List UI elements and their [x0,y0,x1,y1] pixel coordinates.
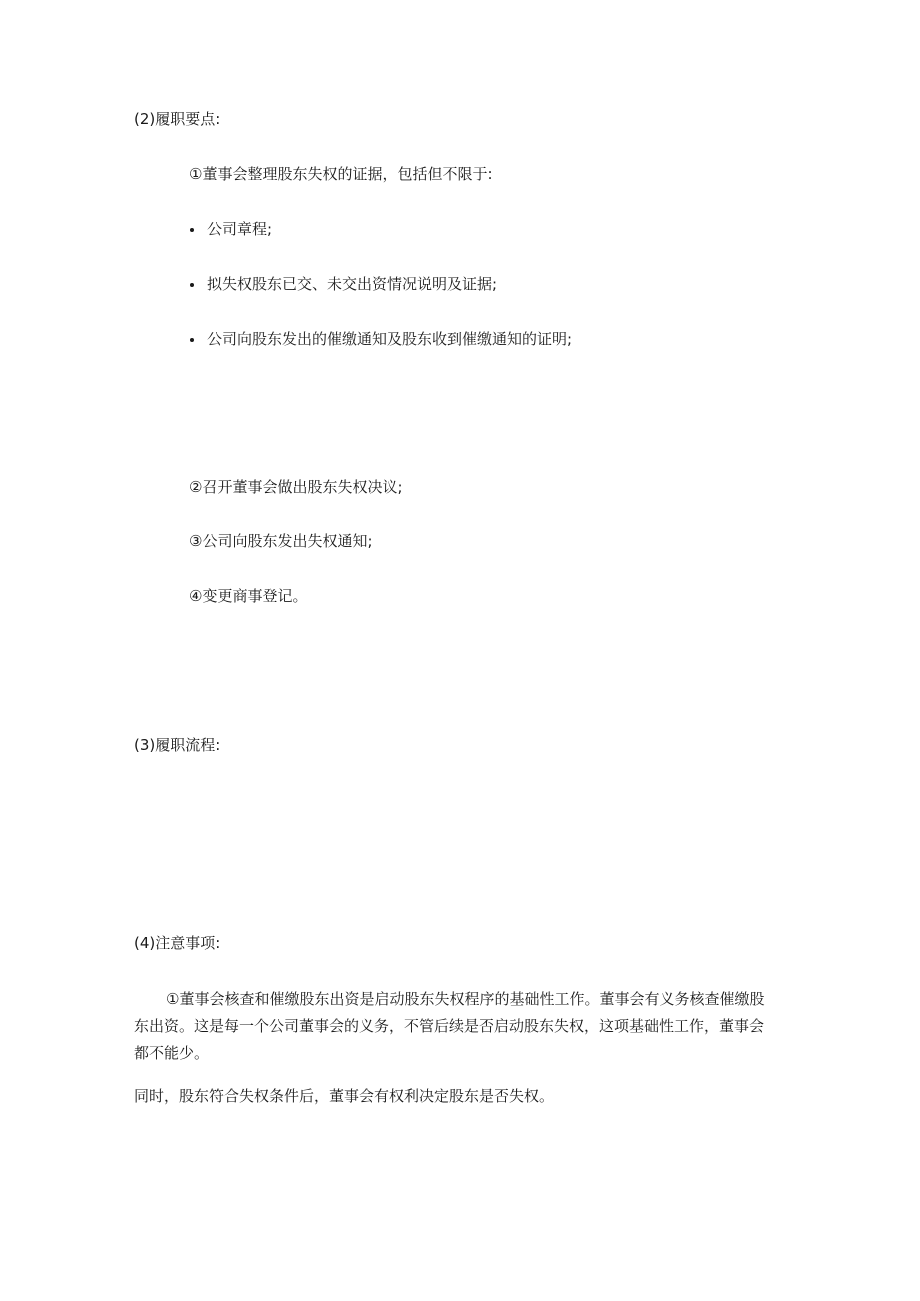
paragraph-line: 东出资。这是每一个公司董事会的义务，不管后续是否启动股东失权，这项基础性工作，董事会 [134,1017,765,1035]
section2-point3: ③公司向股东发出失权通知; [189,532,373,550]
paragraph-line: 都不能少。 [134,1044,210,1062]
section2-point1: ①董事会整理股东失权的证据，包括但不限于: [189,165,493,183]
list-item-text: 公司向股东发出的催缴通知及股东收到催缴通知的证明; [207,330,573,348]
list-item-text: 拟失权股东已交、未交出资情况说明及证据; [207,275,498,293]
section3-heading: (3)履职流程: [134,736,221,754]
section4-paragraph2: 同时，股东符合失权条件后，董事会有权利决定股东是否失权。 [134,1087,555,1105]
section2-heading: (2)履职要点: [134,110,221,128]
section2-point4: ④变更商事登记。 [189,587,308,605]
section4-heading: (4)注意事项: [134,934,221,952]
bullet-icon [190,228,194,232]
section2-point2: ②召开董事会做出股东失权决议; [189,478,403,496]
bullet-icon [190,283,194,287]
bullet-icon [190,338,194,342]
list-item-text: 公司章程; [207,220,273,238]
paragraph-line: ①董事会核查和催缴股东出资是启动股东失权程序的基础性工作。董事会有义务核查催缴股 [166,990,765,1008]
